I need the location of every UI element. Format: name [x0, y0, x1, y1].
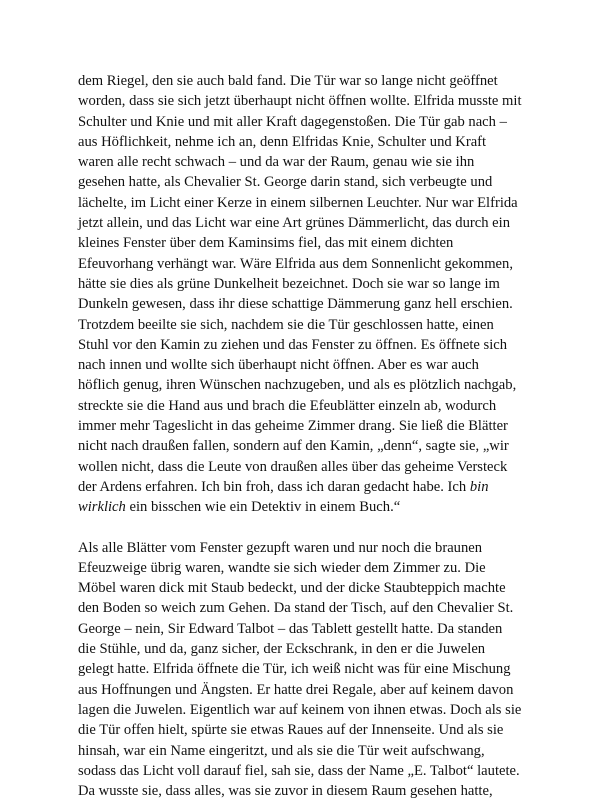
emphasis-text: wirklich — [78, 499, 126, 516]
text-line: gelegt hatte. Elfrida öffnete die Tür, ich weiß nicht was für eine Mischung — [78, 661, 511, 678]
text-line: Dunkeln gewesen, dass ihr diese schattige Dämmerung ganz hell erschien. — [78, 296, 513, 313]
text-line: Stuhl vor den Kamin zu ziehen und das Fenster zu öffnen. Es öffnete sich — [78, 336, 508, 353]
text-line: lagen die Juwelen. Eigentlich war auf keinem von ihnen etwas. Doch als sie — [78, 701, 522, 718]
text-line: George – nein, Sir Edward Talbot – das Tablett gestellt hatte. Da standen — [78, 620, 503, 637]
text-line: streckte sie die Hand aus und brach die Efeublätter einzeln ab, wodurch — [78, 397, 497, 414]
text-line: wirklich ein bisschen wie ein Detektiv in einem Buch.“ — [78, 499, 401, 516]
text-line: dem Riegel, den sie auch bald fand. Die Tür war so lange nicht geöffnet — [78, 73, 498, 89]
text-line: lächelte, im Licht einer Kerze in einem silbernen Leuchter. Nur war Elfrida — [78, 194, 518, 211]
text-line: worden, dass sie sich jetzt überhaupt nicht öffnen wollte. Elfrida musste mit — [78, 93, 522, 110]
text-line: nicht nach draußen fallen, sondern auf den Kamin, „denn“, sagte sie, „wir — [78, 438, 509, 455]
text-line: den Boden so weich zum Gehen. Da stand der Tisch, auf den Chevalier St. — [78, 600, 514, 617]
text-line: aus Höflichkeit, nehme ich an, denn Elfridas Knie, Schulter und Kraft — [78, 133, 487, 150]
text-line: nach innen und wollte sich überhaupt nicht öffnen. Aber es war auch — [78, 357, 479, 374]
text-line: hätte sie dies als grüne Dunkelheit bezeichnet. Doch sie war so lange im — [78, 275, 500, 292]
text-line: aus Hoffnungen und Ängsten. Er hatte drei Regale, aber auf keinem davon — [78, 681, 514, 698]
text-line: immer mehr Tageslicht in das geheime Zimmer drang. Sie ließ die Blätter — [78, 418, 508, 435]
document-page — [78, 71, 528, 801]
text-line: Möbel waren dick mit Staub bedeckt, und der dicke Staubteppich machte — [78, 580, 506, 597]
paragraph-2 — [78, 538, 528, 801]
text-line: die Tür offen hielt, spürte sie etwas Raues auf der Innenseite. Und als sie — [78, 722, 504, 739]
text-line: Da wusste sie, dass alles, was sie zuvor in diesem Raum gesehen hatte, — [78, 783, 493, 800]
text-line: Efeuzweige übrig waren, wandte sie sich wieder dem Zimmer zu. Die — [78, 559, 486, 576]
text-line: Trotzdem beeilte sie sich, nachdem sie die Tür geschlossen hatte, einen — [78, 316, 494, 333]
text-line: hinsah, war ein Name eingeritzt, und als sie die Tür weit aufschwang, — [78, 742, 485, 759]
text-line: wollen nicht, dass die Leute von draußen alles über das geheime Versteck — [78, 458, 508, 475]
paragraph-1 — [78, 71, 528, 518]
text-line: gesehen hatte, als Chevalier St. George darin stand, sich verbeugte und — [78, 174, 493, 191]
text-line: waren alle recht schwach – und da war der Raum, genau wie sie ihn — [78, 154, 475, 171]
emphasis-text: bin — [469, 478, 489, 495]
text-line: die Stühle, und da, ganz sicher, der Eckschrank, in den er die Juwelen — [78, 641, 486, 658]
text-line: kleines Fenster über dem Kaminsims fiel, das mit einem dichten — [78, 235, 454, 252]
text-line: Als alle Blätter vom Fenster gezupft waren und nur noch die braunen — [78, 539, 483, 556]
text-line: Efeuvorhang verhängt war. Wäre Elfrida aus dem Sonnenlicht gekommen, — [78, 255, 513, 272]
text-line: sodass das Licht voll darauf fiel, sah sie, dass der Name „E. Talbot“ lautete. — [78, 762, 520, 779]
text-line: der Ardens erfahren. Ich bin froh, dass ich daran gedacht habe. Ich bin — [78, 478, 489, 495]
text-line: Schulter und Knie und mit aller Kraft dagegenstoßen. Die Tür gab nach – — [78, 113, 507, 130]
text-line: jetzt allein, und das Licht war eine Art grünes Dämmerlicht, das durch ein — [78, 215, 510, 232]
text-line: höflich genug, ihren Wünschen nachzugeben, und als es plötzlich nachgab, — [78, 377, 517, 394]
